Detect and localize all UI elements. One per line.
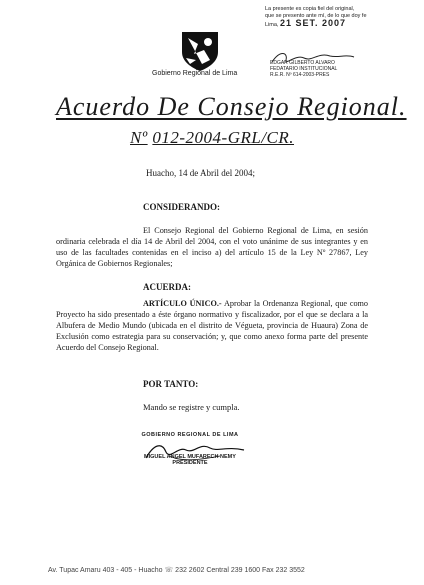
document-title: Acuerdo De Consejo Regional. [56,92,407,121]
stamp-line-2: que se presento ante mí, de lo que doy fe [265,13,367,19]
institution-caption: Gobierno Regional de Lima [152,70,238,77]
considerando-heading: CONSIDERANDO: [143,202,221,212]
articulo-lead: ARTÍCULO ÚNICO.- [143,299,222,308]
acuerda-heading: ACUERDA: [143,282,191,292]
stamp-line-1: La presente es copia fiel del original, [265,6,355,12]
signatory-name: MIGUEL ANGEL MUFARECH NEMY [144,454,236,460]
stamp-line-5: R.E.R. Nº 614-2003-PRES [270,72,330,78]
number-prefix: Nº [130,128,148,147]
agreement-number [130,128,294,148]
signature-organization: GOBIERNO REGIONAL DE LIMA [141,432,239,438]
stamp-line-4: FEDATARIO INSTITUCIONAL [270,66,338,72]
por-tanto-heading: POR TANTO: [143,379,199,389]
place-date: Huacho, 14 de Abril del 2004; [146,168,255,178]
president-signature [140,438,250,464]
fedatario-stamp [270,60,337,78]
stamp-date-prefix: Lima, [265,22,279,28]
regional-government-logo [176,30,224,72]
footer-address: Av. Tupac Amaru 403 - 405 - Huacho ☏ 232 2602 Central 239 1600 Fax 232 3552 [48,567,305,574]
considerando-paragraph: El Consejo Regional del Gobierno Regional de Lima, en sesión ordinaria celebrada el día 14 de Abril del 2004, con el voto unánime de sus integrantes y en uso de las facultades contenidas en el inciso a) del artículo 15 de la Ley Nº 27867, Ley Orgánica de Gobiernos Regionales; [56,226,368,268]
number-value: 012-2004-GRL/CR. [152,128,295,147]
signatory-role: PRESIDENTE [172,460,208,466]
closing-line: Mando se registre y cumpla. [143,402,240,412]
certification-stamp [265,6,385,29]
stamp-line-3: EDGAR GILBERTO ALVARO [270,60,335,66]
stamp-date: 21 SET. 2007 [279,18,347,28]
articulo-paragraph [56,298,368,353]
articulo-text: Aprobar la Ordenanza Regional, que como Proyecto ha sido presentado a éste órgano normativo y fiscalizador, por el que se declara a la Albufera de Medio Mundo (ubicada en el distrito de Végueta, provincia de Huaura) Zona de Exclusión como estrategia para su conservación; y, que como anexo forma parte del presente Acuerdo del Consejo Regional. [56,299,369,352]
